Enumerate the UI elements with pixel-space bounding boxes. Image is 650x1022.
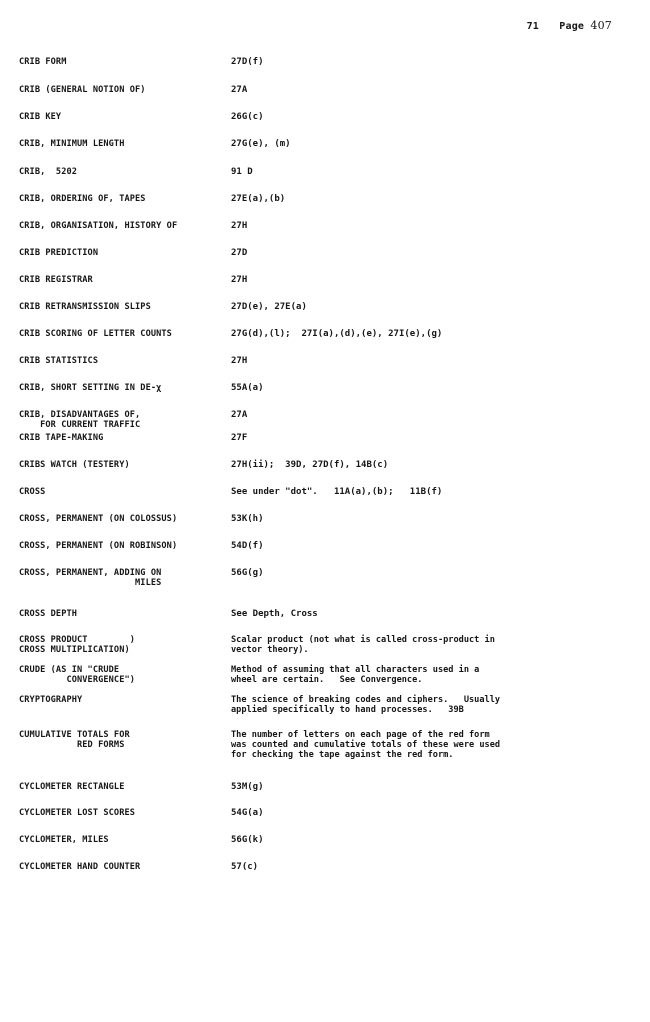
index-reference: See Depth, Cross [231, 609, 318, 619]
index-reference: 27H(ii); 39D, 27D(f), 14B(c) [231, 460, 389, 470]
index-entry [19, 139, 619, 149]
index-term: CRIB KEY [19, 112, 62, 122]
index-reference: 27A [231, 410, 248, 420]
index-term: CRIB TAPE-MAKING [19, 433, 104, 443]
index-term: CROSS DEPTH [19, 609, 78, 619]
index-entry [19, 302, 619, 312]
index-entry [19, 541, 619, 551]
index-term: CROSS [19, 487, 46, 497]
index-term: CYCLOMETER HAND COUNTER [19, 862, 141, 872]
index-reference: 91 D [231, 167, 253, 177]
index-definition: Method of assuming that all characters used in a wheel are certain. See Convergence. [231, 665, 480, 685]
index-term: CYCLOMETER LOST SCORES [19, 808, 136, 818]
index-term: CRIBS WATCH (TESTERY) [19, 460, 130, 470]
index-entry [19, 112, 619, 122]
index-entry [19, 695, 619, 715]
index-entry [19, 383, 619, 393]
index-term: CRIB SCORING OF LETTER COUNTS [19, 329, 172, 339]
index-term: CRIB RETRANSMISSION SLIPS [19, 302, 151, 312]
index-term: CRIB, ORGANISATION, HISTORY OF [19, 221, 178, 231]
index-term: CROSS PRODUCT ) CROSS MULTIPLICATION) [19, 635, 136, 655]
index-entry [19, 609, 619, 619]
index-reference: 55A(a) [231, 383, 264, 393]
index-definition: Scalar product (not what is called cross-product in vector theory). [231, 635, 495, 655]
index-term: CRIB, ORDERING OF, TAPES [19, 194, 146, 204]
index-entry [19, 635, 619, 655]
index-term: CRIB, 5202 [19, 167, 78, 177]
index-reference: 57(c) [231, 862, 259, 872]
index-entry [19, 57, 619, 67]
index-term: CUMULATIVE TOTALS FOR RED FORMS [19, 730, 130, 750]
index-reference: 54D(f) [231, 541, 264, 551]
index-reference: 27A [231, 85, 248, 95]
index-reference: 27G(d),(l); 27I(a),(d),(e), 27I(e),(g) [231, 329, 443, 339]
index-term: CROSS, PERMANENT (ON ROBINSON) [19, 541, 178, 551]
index-entry [19, 835, 619, 845]
index-term: CRIB, DISADVANTAGES OF, FOR CURRENT TRAFFIC [19, 410, 141, 430]
index-reference: 53K(h) [231, 514, 264, 524]
index-reference: 27H [231, 356, 248, 366]
index-definition: The number of letters on each page of the red form was counted and cumulative totals of these were used for checking the tape against the red form. [231, 730, 501, 760]
index-entry [19, 221, 619, 231]
index-reference: 27D(e), 27E(a) [231, 302, 307, 312]
index-entry [19, 167, 619, 177]
index-reference: See under "dot". 11A(a),(b); 11B(f) [231, 487, 443, 497]
index-term: CROSS, PERMANENT, ADDING ON MILES [19, 568, 162, 588]
index-entry [19, 356, 619, 366]
index-entry [19, 730, 619, 760]
page-number: 407 [590, 19, 612, 32]
index-term: CRIB PREDICTION [19, 248, 99, 258]
index-term: CRIB FORM [19, 57, 67, 67]
index-term: CROSS, PERMANENT (ON COLOSSUS) [19, 514, 178, 524]
index-reference: 56G(k) [231, 835, 264, 845]
index-entry [19, 460, 619, 470]
index-entry [19, 514, 619, 524]
index-term: CRIB, MINIMUM LENGTH [19, 139, 125, 149]
index-term: CRIB STATISTICS [19, 356, 99, 366]
index-entry [19, 248, 619, 258]
index-entry [19, 808, 619, 818]
index-entry [19, 487, 619, 497]
index-entry [19, 433, 619, 443]
page-label: Page [559, 21, 585, 32]
page-header [527, 19, 612, 32]
index-reference: 54G(a) [231, 808, 264, 818]
index-entry [19, 85, 619, 95]
index-reference: 53M(g) [231, 782, 264, 792]
index-term: CRYPTOGRAPHY [19, 695, 83, 705]
index-term: CYCLOMETER RECTANGLE [19, 782, 125, 792]
index-reference: 27G(e), (m) [231, 139, 291, 149]
index-reference: 27D(f) [231, 57, 264, 67]
index-reference: 27E(a),(b) [231, 194, 286, 204]
index-term: CRUDE (AS IN "CRUDE CONVERGENCE") [19, 665, 136, 685]
index-definition: The science of breaking codes and ciphers. Usually applied specifically to hand processes. 39B [231, 695, 501, 715]
index-term: CYCLOMETER, MILES [19, 835, 109, 845]
index-entry [19, 862, 619, 872]
index-reference: 56G(g) [231, 568, 264, 578]
page-index-number: 71 [526, 21, 540, 32]
index-entry [19, 329, 619, 339]
index-reference: 27F [231, 433, 248, 443]
index-reference: 26G(c) [231, 112, 264, 122]
index-term: CRIB REGISTRAR [19, 275, 93, 285]
index-entry [19, 782, 619, 792]
index-reference: 27H [231, 221, 248, 231]
index-entry [19, 410, 619, 430]
index-entry [19, 275, 619, 285]
index-entry [19, 665, 619, 685]
index-entry [19, 194, 619, 204]
index-entry [19, 568, 619, 588]
index-reference: 27D [231, 248, 248, 258]
index-term: CRIB (GENERAL NOTION OF) [19, 85, 146, 95]
index-reference: 27H [231, 275, 248, 285]
index-term: CRIB, SHORT SETTING IN DE-χ [19, 383, 162, 393]
